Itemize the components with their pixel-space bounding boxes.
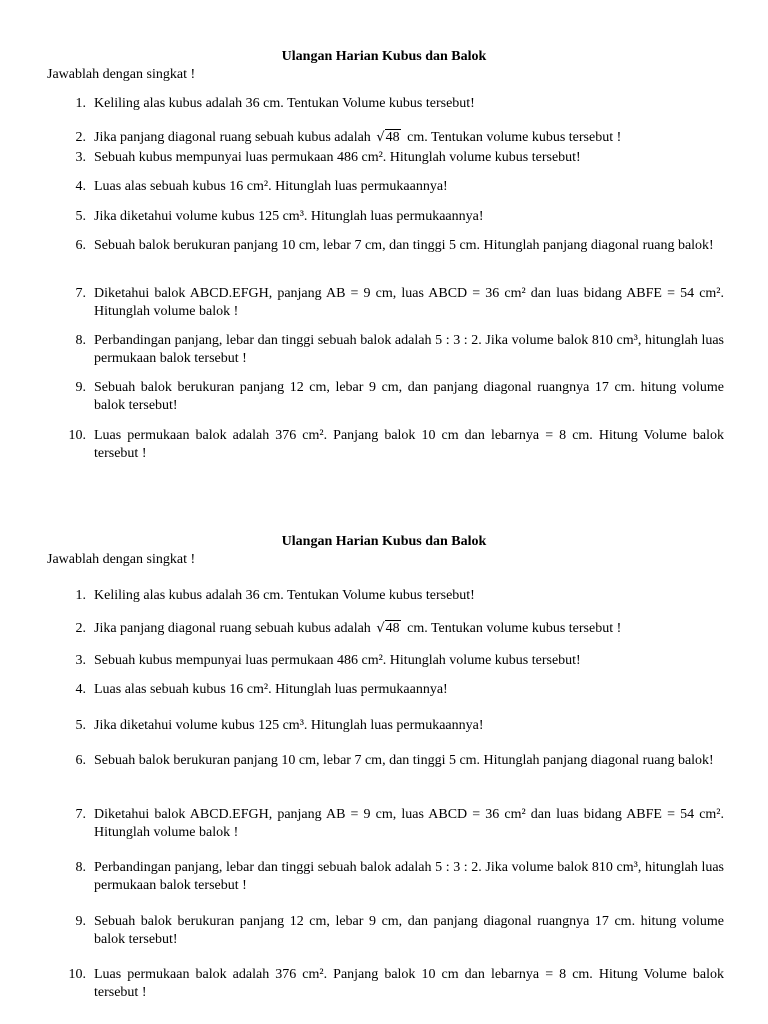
sqrt-symbol: √ (376, 130, 385, 145)
sqrt-radicand: 48 (385, 621, 400, 636)
question-text-before: Jika panjang diagonal ruang sebuah kubus adalah (94, 130, 371, 145)
question-number: 7. (75, 807, 86, 822)
question-text: Jika diketahui volume kubus 125 cm³. Hitunglah luas permukaannya! (94, 209, 484, 224)
question-number: 10. (68, 967, 86, 982)
sqrt-expression (376, 129, 400, 147)
question-text: Sebuah balok berukuran panjang 10 cm, lebar 7 cm, dan tinggi 5 cm. Hitunglah panjang diagonal ruang balok! (94, 753, 714, 768)
question-text: Perbandingan panjang, lebar dan tinggi sebuah balok adalah 5 : 3 : 2. Jika volume balok 810 cm³, hitunglah luas permukaan balok tersebut ! (94, 860, 724, 893)
question-text: Diketahui balok ABCD.EFGH, panjang AB = 9 cm, luas ABCD = 36 cm² dan luas bidang ABFE = 54 cm². Hitunglah volume balok ! (94, 286, 724, 319)
question-text: Sebuah kubus mempunyai luas permukaan 486 cm². Hitunglah volume kubus tersebut! (94, 653, 581, 668)
question-number: 8. (75, 860, 86, 875)
question-number: 9. (75, 914, 86, 929)
worksheet-title: Ulangan Harian Kubus dan Balok (281, 49, 487, 64)
question-number: 6. (75, 238, 86, 253)
question-text: Luas alas sebuah kubus 16 cm². Hitunglah luas permukaannya! (94, 179, 448, 194)
question-text (94, 620, 724, 638)
question-number: 7. (75, 286, 86, 301)
question-text: Keliling alas kubus adalah 36 cm. Tentukan Volume kubus tersebut! (94, 96, 475, 111)
question-number: 4. (75, 179, 86, 194)
question-text: Jika diketahui volume kubus 125 cm³. Hitunglah luas permukaannya! (94, 718, 484, 733)
question-text: Luas permukaan balok adalah 376 cm². Panjang balok 10 cm dan lebarnya = 8 cm. Hitung Volume balok tersebut ! (94, 967, 724, 1000)
question-text: Luas alas sebuah kubus 16 cm². Hitunglah luas permukaannya! (94, 682, 448, 697)
question-number: 5. (75, 209, 86, 224)
sqrt-radicand: 48 (385, 130, 400, 145)
question-text-after: cm. Tentukan volume kubus tersebut ! (407, 621, 622, 636)
question-number: 9. (75, 380, 86, 395)
worksheet-top (0, 48, 768, 461)
question-text: Keliling alas kubus adalah 36 cm. Tentukan Volume kubus tersebut! (94, 588, 475, 603)
question-number: 2. (75, 621, 86, 636)
question-text: Sebuah kubus mempunyai luas permukaan 486 cm². Hitunglah volume kubus tersebut! (94, 150, 581, 165)
worksheet-title: Ulangan Harian Kubus dan Balok (281, 534, 487, 549)
question-number: 1. (75, 588, 86, 603)
question-number: 10. (68, 428, 86, 443)
worksheet-bottom (0, 533, 768, 1000)
question-text-before: Jika panjang diagonal ruang sebuah kubus adalah (94, 621, 371, 636)
sqrt-expression (376, 620, 400, 638)
question-text: Sebuah balok berukuran panjang 12 cm, lebar 9 cm, dan panjang diagonal ruangnya 17 cm. hitung volume balok tersebut! (94, 380, 724, 413)
question-text (94, 129, 724, 147)
question-number: 8. (75, 333, 86, 348)
question-number: 3. (75, 150, 86, 165)
instruction-text: Jawablah dengan singkat ! (47, 552, 196, 567)
question-text-after: cm. Tentukan volume kubus tersebut ! (407, 130, 622, 145)
question-number: 2. (75, 130, 86, 145)
question-number: 3. (75, 653, 86, 668)
question-number: 6. (75, 753, 86, 768)
question-number: 5. (75, 718, 86, 733)
sqrt-symbol: √ (376, 621, 385, 636)
question-number: 1. (75, 96, 86, 111)
question-text: Diketahui balok ABCD.EFGH, panjang AB = 9 cm, luas ABCD = 36 cm² dan luas bidang ABFE = 54 cm². Hitunglah volume balok ! (94, 807, 724, 840)
question-text: Luas permukaan balok adalah 376 cm². Panjang balok 10 cm dan lebarnya = 8 cm. Hitung Volume balok tersebut ! (94, 428, 724, 461)
question-text: Perbandingan panjang, lebar dan tinggi sebuah balok adalah 5 : 3 : 2. Jika volume balok 810 cm³, hitunglah luas permukaan balok tersebut ! (94, 333, 724, 366)
instruction-text: Jawablah dengan singkat ! (47, 67, 196, 82)
question-number: 4. (75, 682, 86, 697)
question-text: Sebuah balok berukuran panjang 10 cm, lebar 7 cm, dan tinggi 5 cm. Hitunglah panjang diagonal ruang balok! (94, 238, 714, 253)
question-text: Sebuah balok berukuran panjang 12 cm, lebar 9 cm, dan panjang diagonal ruangnya 17 cm. hitung volume balok tersebut! (94, 914, 724, 947)
